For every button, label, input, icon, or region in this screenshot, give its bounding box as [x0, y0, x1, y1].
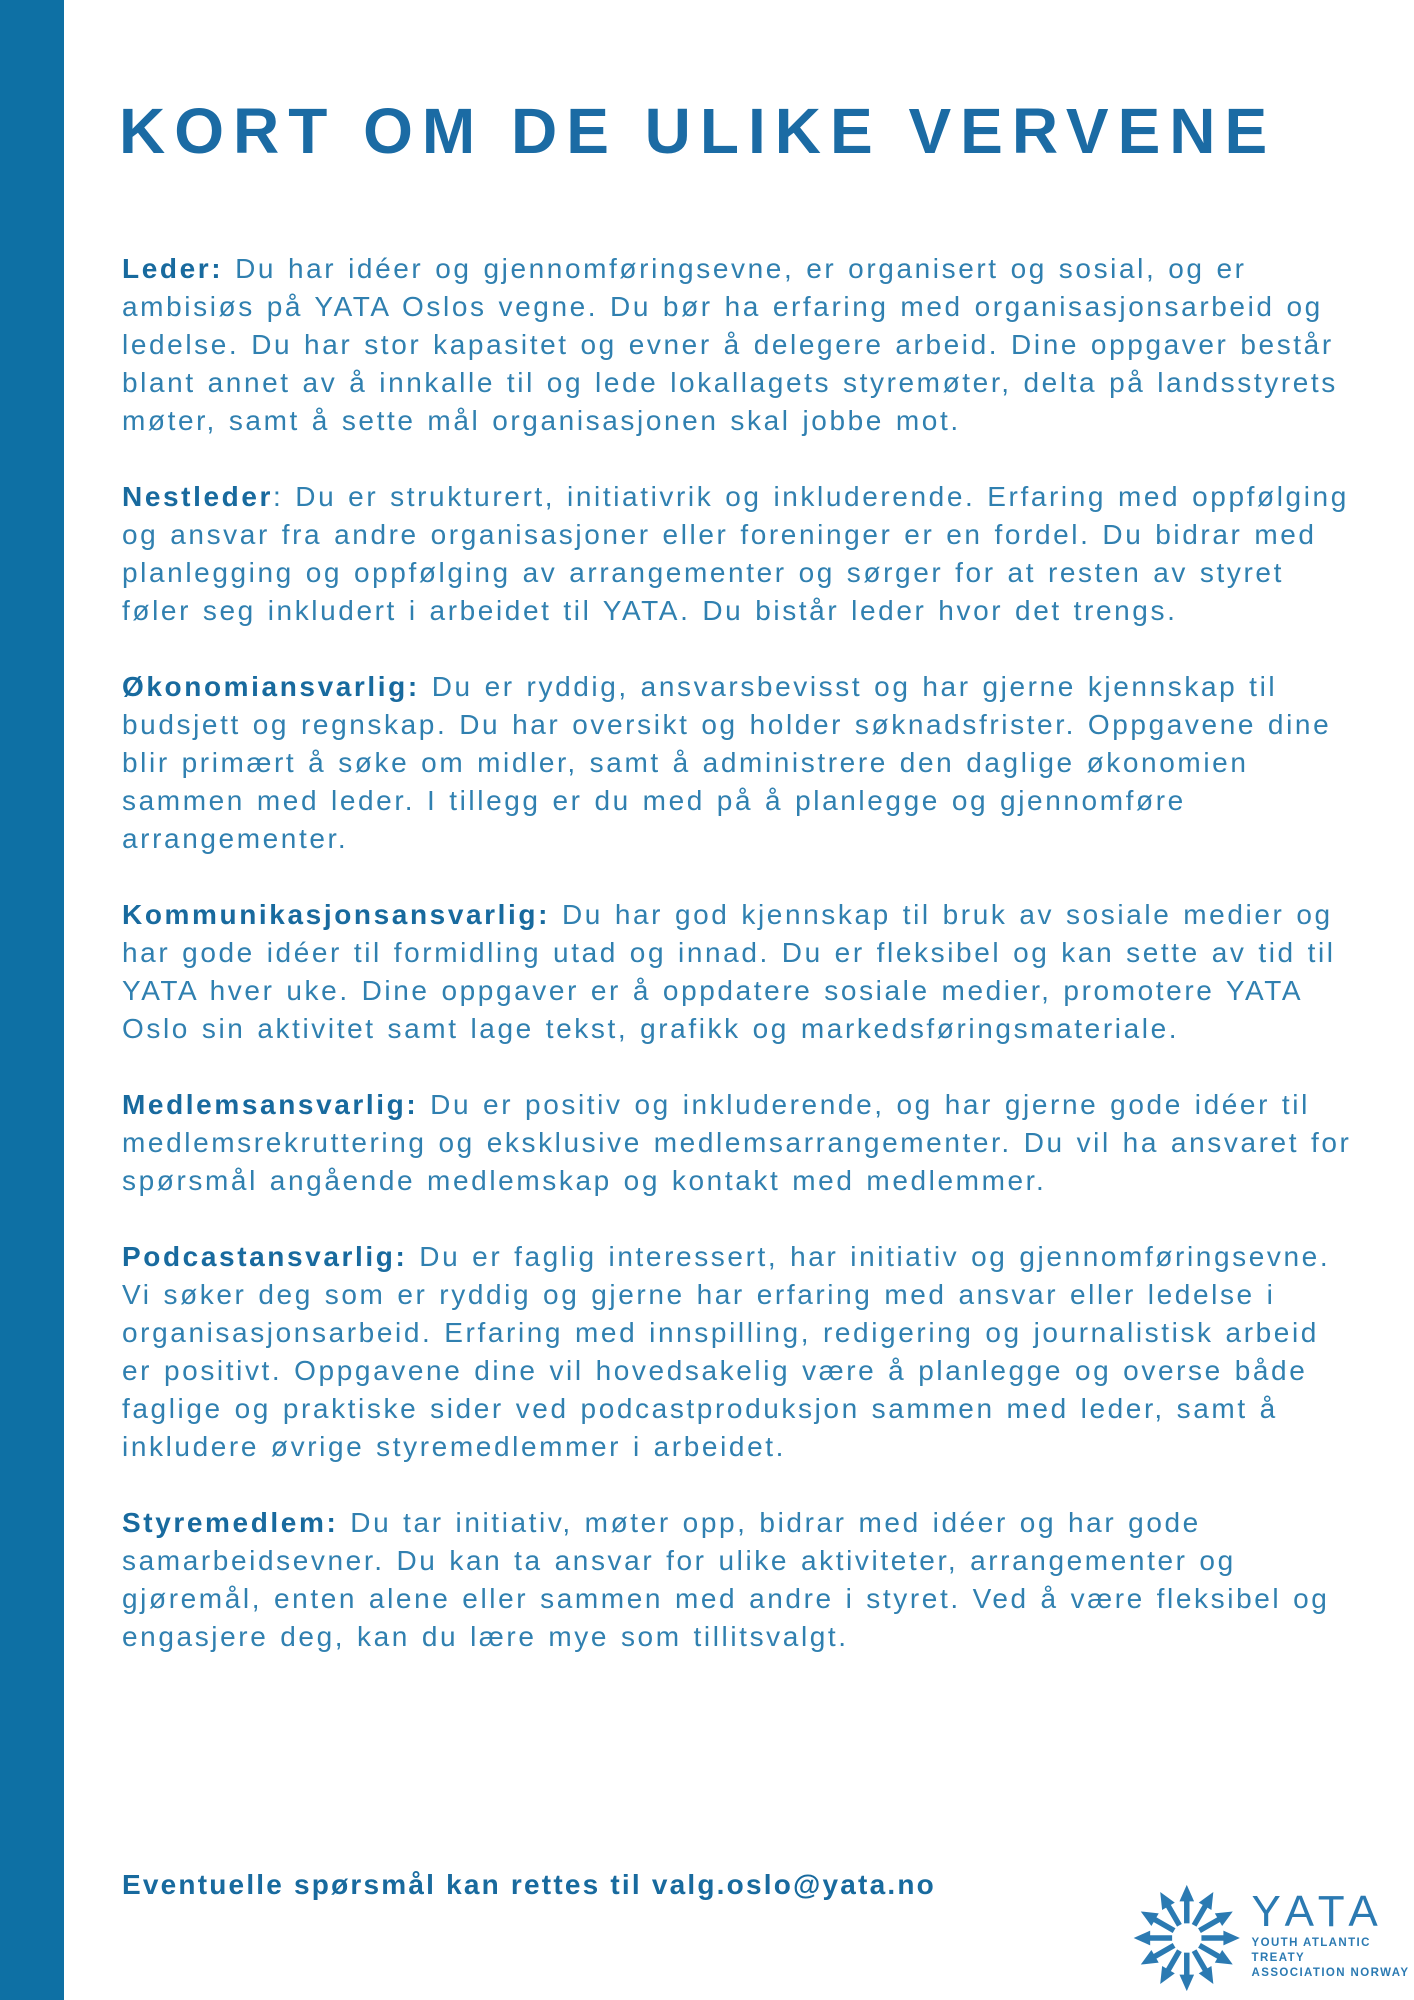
role-description-okonomiansvarlig: Du er ryddig, ansvarsbevisst og har gjerne kjennskap til budsjett og regnskap. Du har oversikt og holder søknadsfrister. Oppgavene dine blir primært å søke om midler, samt å administrere den daglige økonomien sammen med leder. I tillegg er du med på å planlegge og gjennomføre arrangementer. — [122, 671, 1332, 854]
yata-starburst-icon — [1130, 1876, 1244, 2000]
role-paragraph-styremedlem — [122, 1504, 1359, 1656]
role-label-okonomiansvarlig: Økonomiansvarlig: — [122, 671, 420, 702]
role-label-medlemsansvarlig: Medlemsansvarlig: — [122, 1089, 419, 1120]
yata-logo — [1130, 1876, 1414, 2000]
role-description-styremedlem: Du tar initiativ, møter opp, bidrar med idéer og har gode samarbeidsevner. Du kan ta ansvar for ulike aktiviteter, arrangementer og gjøremål, enten alene eller sammen med andre i styret. Ved å være fleksibel og engasjere deg, kan du lære mye som tillitsvalgt. — [122, 1507, 1330, 1652]
role-paragraph-leder — [122, 250, 1359, 440]
role-description-medlemsansvarlig: Du er positiv og inkluderende, og har gjerne gode idéer til medlemsrekruttering og eksklusive medlemsarrangementer. Du vil ha ansvaret for spørsmål angående medlemskap og kontakt med medlemmer. — [122, 1089, 1352, 1196]
role-description-podcastansvarlig: Du er faglig interessert, har initiativ og gjennomføringsevne. Vi søker deg som er ryddig og gjerne har erfaring med ansvar eller ledelse i organisasjonsarbeid. Erfaring med innspilling, redigering og journalistisk arbeid er positivt. Oppgavene dine vil hovedsakelig være å planlegge og overse både faglige og praktiske sider ved podcastproduksjon sammen med leder, samt å inkludere øvrige styremedlemmer i arbeidet. — [122, 1241, 1331, 1462]
role-description-nestleder: : Du er strukturert, initiativrik og inkluderende. Erfaring med oppfølging og ansvar fra andre organisasjoner eller foreninger er en fordel. Du bidrar med planlegging og oppfølging av arrangementer og sørger for at resten av styret føler seg inkludert i arbeidet til YATA. Du bistår leder hvor det trengs. — [122, 481, 1349, 626]
role-paragraph-okonomiansvarlig — [122, 668, 1359, 858]
yata-logo-text — [1251, 1886, 1414, 1981]
roles-list — [122, 250, 1359, 1694]
role-paragraph-nestleder — [122, 478, 1359, 630]
yata-logo-wordmark: YATA — [1251, 1886, 1385, 1936]
left-accent-bar — [0, 0, 64, 2000]
role-description-kommunikasjonsansvarlig: Du har god kjennskap til bruk av sosiale medier og har gode idéer til formidling utad og innad. Du er fleksibel og kan sette av tid til YATA hver uke. Dine oppgaver er å oppdatere sosiale medier, promotere YATA Oslo sin aktivitet samt lage tekst, grafikk og markedsføringsmateriale. — [122, 899, 1336, 1044]
role-paragraph-podcastansvarlig — [122, 1238, 1359, 1466]
role-paragraph-medlemsansvarlig — [122, 1086, 1359, 1200]
yata-logo-subtitle — [1252, 1936, 1414, 1981]
yata-logo-subtitle-line1: YOUTH ATLANTIC TREATY — [1251, 1936, 1371, 1964]
yata-logo-subtitle-line2: ASSOCIATION NORWAY — [1251, 1966, 1410, 1979]
role-label-nestleder: Nestleder — [122, 481, 274, 512]
role-description-leder: Du har idéer og gjennomføringsevne, er organisert og sosial, og er ambisiøs på YATA Oslos vegne. Du bør ha erfaring med organisasjonsarbeid og ledelse. Du har stor kapasitet og evner å delegere arbeid. Dine oppgaver består blant annet av å innkalle til og lede lokallagets styremøter, delta på landsstyrets møter, samt å sette mål organisasjonen skal jobbe mot. — [122, 253, 1338, 436]
role-paragraph-kommunikasjonsansvarlig — [122, 896, 1359, 1048]
page-title: KORT OM DE ULIKE VERVENE — [119, 95, 1277, 167]
role-label-kommunikasjonsansvarlig: Kommunikasjonsansvarlig: — [122, 899, 551, 930]
role-label-leder: Leder: — [122, 253, 224, 284]
role-label-podcastansvarlig: Podcastansvarlig: — [122, 1241, 408, 1272]
contact-line: Eventuelle spørsmål kan rettes til valg.oslo@yata.no — [122, 1869, 936, 1900]
role-label-styremedlem: Styremedlem: — [122, 1507, 339, 1538]
